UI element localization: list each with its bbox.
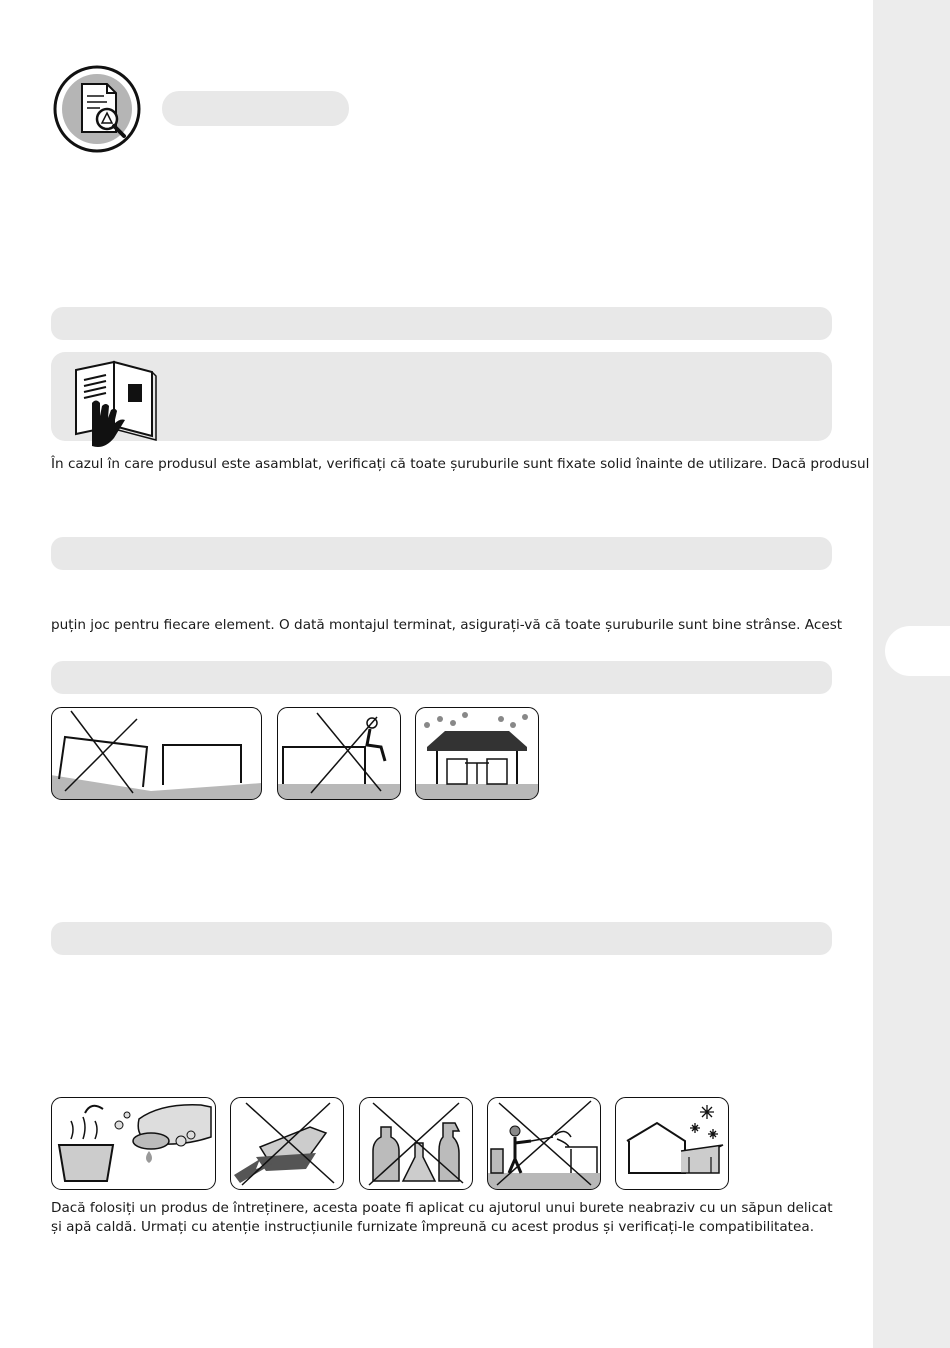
section-heading-bar	[51, 922, 832, 955]
notice-box	[51, 352, 832, 441]
paragraph-assembly: puțin joc pentru fiecare element. O dată montajul terminat, asigurați-vă că toate șuruburile sunt bine strânse. Acest	[51, 617, 843, 633]
no-abrasive-scrubbing-icon	[230, 1097, 344, 1190]
shelter-from-rain-icon	[415, 707, 539, 800]
chapter-tab	[885, 626, 950, 676]
no-harsh-chemicals-icon	[359, 1097, 473, 1190]
no-pressure-washer-icon	[487, 1097, 601, 1190]
document-warning-icon	[52, 64, 142, 154]
wash-with-soapy-water-icon	[51, 1097, 216, 1190]
paragraph-screws-check: În cazul în care produsul este asamblat, verificați că toate șuruburile sunt fixate solid înainte de utilizare. Dacă produsul	[51, 456, 870, 472]
no-uneven-ground-icon	[51, 707, 262, 800]
instruction-manual-hand-icon	[70, 358, 165, 453]
section-heading-bar	[51, 537, 832, 570]
winter-indoor-storage-icon	[615, 1097, 729, 1190]
no-sitting-on-edge-icon	[277, 707, 401, 800]
paragraph-maintenance-products: Dacă folosiți un produs de întreținere, acesta poate fi aplicat cu ajutorul unui burete neabraziv cu un săpun delicat și apă caldă. Urmați cu atenție instrucțiunile furnizate împreună cu acest produs și verificați-le compatibilitatea.	[51, 1200, 833, 1235]
section-heading-bar	[51, 661, 832, 694]
section-heading-bar	[51, 307, 832, 340]
header-title-bar	[162, 91, 349, 126]
